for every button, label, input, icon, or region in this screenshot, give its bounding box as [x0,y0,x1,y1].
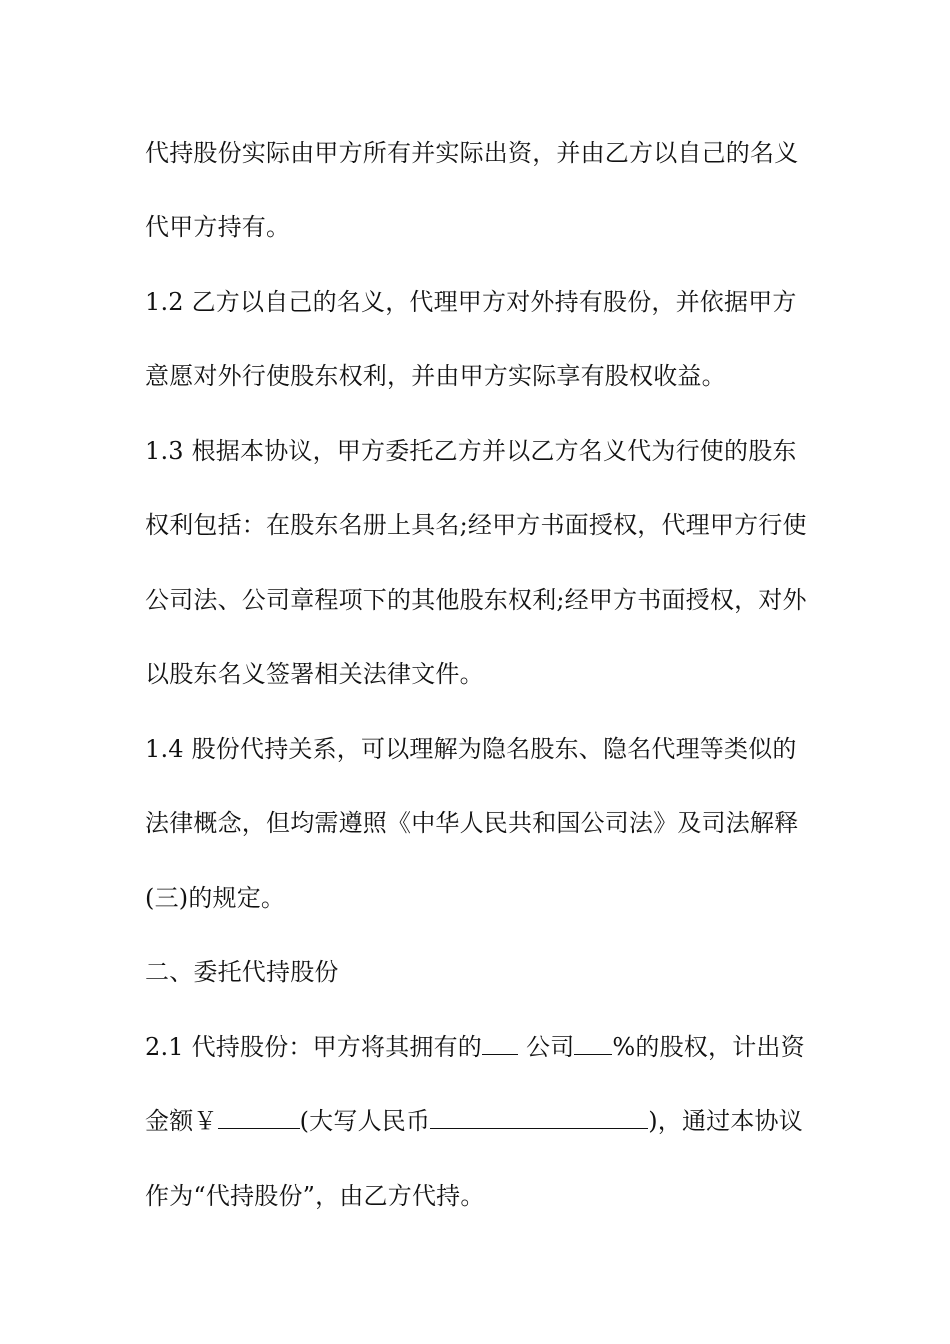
text-line-9: 1.4 股份代持关系，可以理解为隐名股东、隐名代理等类似的 [145,735,797,763]
text-line-8: 以股东名义签署相关法律文件。 [145,660,484,688]
clause-text: 2.1 代持股份：甲方将其拥有的 [145,1033,482,1061]
clause-text: %的股权，计出资 [612,1033,805,1061]
clause-2-1-line-1 [145,1032,815,1062]
clause-2-1-line-2 [145,1106,815,1136]
blank-company-name[interactable] [482,1032,518,1055]
clause-2-1-line-3: 作为“代持股份”，由乙方代持。 [145,1182,485,1210]
blank-amount-numeric[interactable] [218,1106,300,1129]
clause-text: 金额￥ [145,1107,218,1135]
text-line-6: 权利包括：在股东名册上具名;经甲方书面授权，代理甲方行使 [145,511,807,539]
text-line-2: 代甲方持有。 [145,213,291,241]
text-line-4: 意愿对外行使股东权利，并由甲方实际享有股权收益。 [145,362,726,390]
text-line-3: 1.2 乙方以自己的名义，代理甲方对外持有股份，并依据甲方 [145,288,797,316]
section-heading-2: 二、委托代持股份 [145,958,339,986]
blank-amount-uppercase[interactable] [430,1106,648,1129]
clause-text: )，通过本协议 [648,1107,803,1135]
text-line-11: (三)的规定。 [145,884,286,912]
text-line-5: 1.3 根据本协议，甲方委托乙方并以乙方名义代为行使的股东 [145,437,797,465]
text-line-1: 代持股份实际由甲方所有并实际出资，并由乙方以自己的名义 [145,139,799,167]
blank-share-percent[interactable] [574,1032,612,1055]
clause-text: (大写人民币 [299,1107,431,1135]
text-line-10: 法律概念，但均需遵照《中华人民共和国公司法》及司法解释 [145,809,799,837]
text-line-7: 公司法、公司章程项下的其他股东权利;经甲方书面授权，对外 [145,586,807,614]
clause-text: 公司 [526,1033,575,1061]
